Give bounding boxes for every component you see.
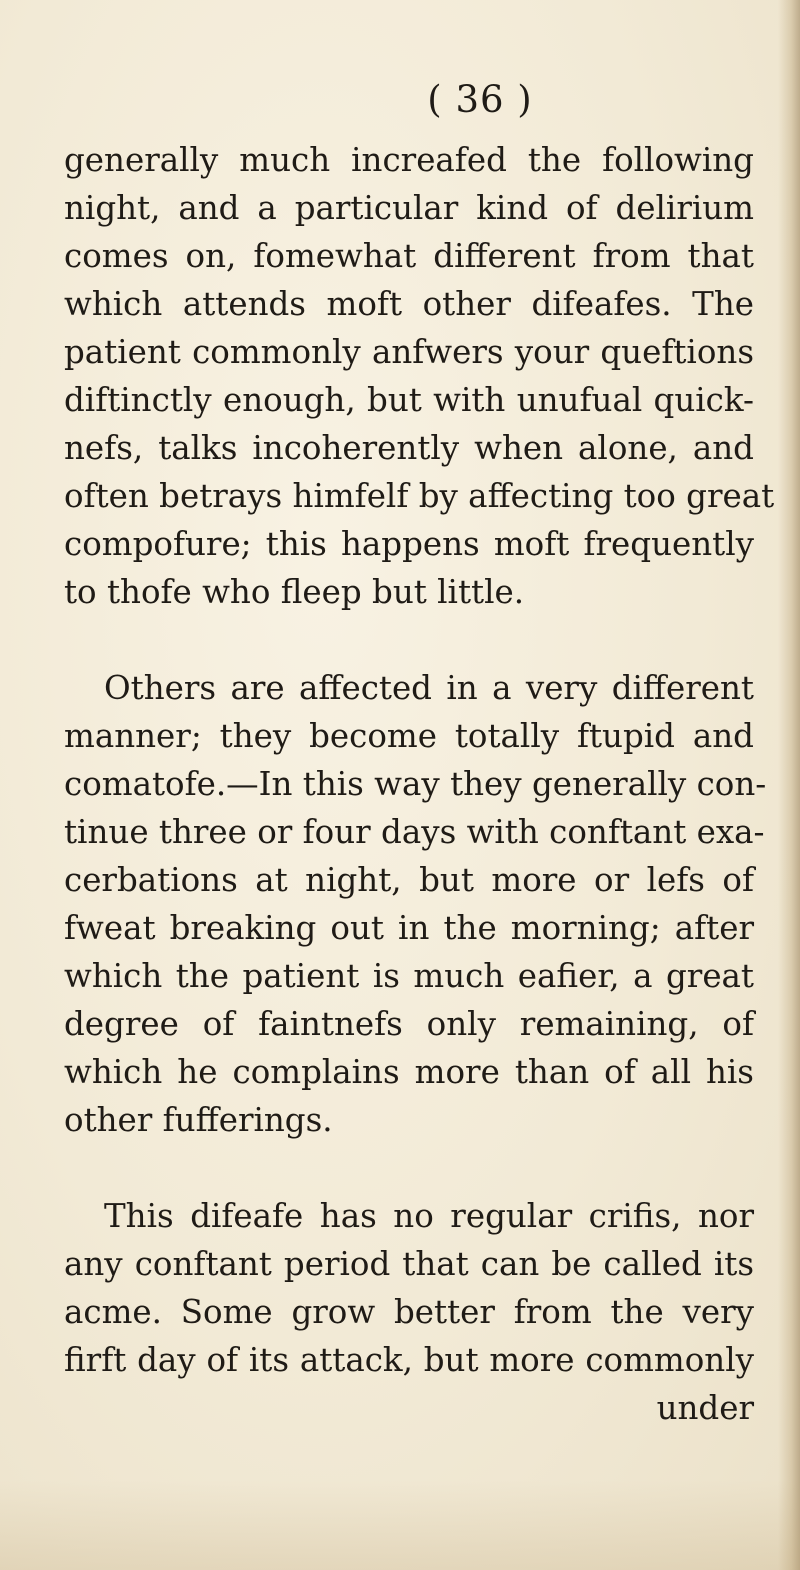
text-line: often betrays himfelf by affecting too great (64, 477, 775, 515)
text-line: diftinctly enough, but with unufual quick- (64, 381, 754, 419)
text-line: Others are affected in a very different (104, 669, 754, 707)
text-line: firft day of its attack, but more commonly (64, 1341, 754, 1379)
page-header (0, 78, 800, 121)
text-line: cerbations at night, but more or lefs of (64, 861, 754, 899)
text-line: which the patient is much eafier, a great (64, 957, 754, 995)
catchword: under (656, 1389, 754, 1427)
text-line: comes on, fomewhat different from that (64, 237, 754, 275)
text-line: degree of faintnefs only remaining, of (64, 1005, 754, 1043)
text-line: compofure; this happens moft frequently (64, 525, 754, 563)
text-line: This difeafe has no regular crifis, nor (104, 1197, 754, 1235)
text-line: fweat breaking out in the morning; after (64, 909, 754, 947)
page-edge-shadow (778, 0, 800, 1570)
text-line: tinue three or four days with conftant exa- (64, 813, 765, 851)
text-line: night, and a particular kind of delirium (64, 189, 754, 227)
text-line: comatofe.—In this way they generally con- (64, 765, 767, 803)
text-line: which attends moft other difeafes. The (64, 285, 754, 323)
text-line: manner; they become totally ftupid and (64, 717, 754, 755)
page-bottom-shade (0, 1480, 800, 1570)
text-line: any conftant period that can be called its (64, 1245, 754, 1283)
text-line: patient commonly anfwers your queftions (64, 333, 754, 371)
text-line: other fufferings. (64, 1101, 333, 1139)
text-line: which he complains more than of all his (64, 1053, 754, 1091)
text-line: acme. Some grow better from the very (64, 1293, 754, 1331)
text-line: to thofe who fleep but little. (64, 573, 525, 611)
text-line: nefs, talks incoherently when alone, and (64, 429, 754, 467)
text-line: generally much increafed the following (64, 141, 754, 179)
page-number: ( 36 ) (427, 78, 533, 121)
